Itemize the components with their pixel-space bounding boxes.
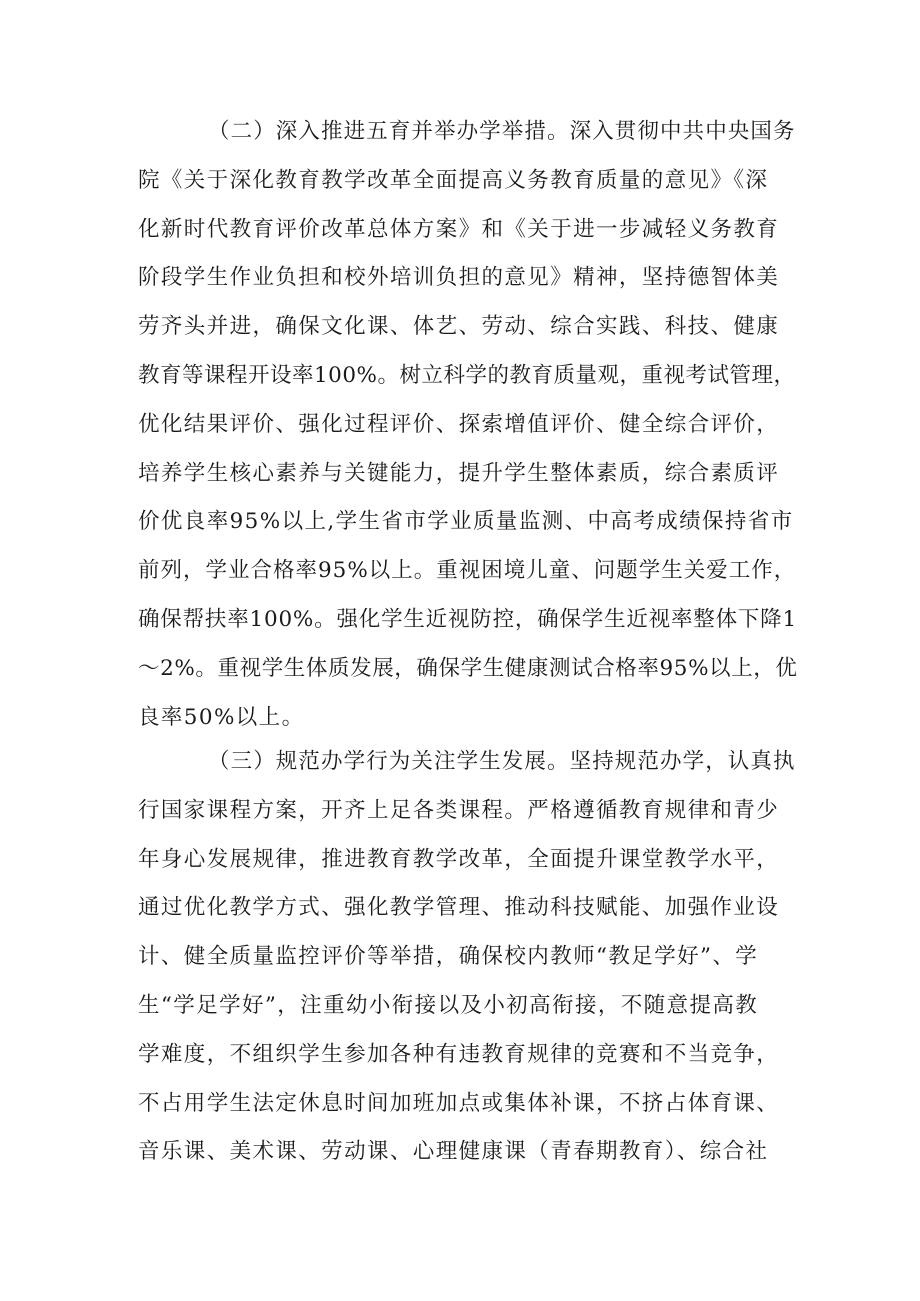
text-line: （二）深入推进五育并举办学举措。深入贯彻中共中央国务 (208, 119, 796, 144)
text-line: 年身心发展规律，推进教育教学改革，全面提升课堂教学水平， (138, 846, 780, 872)
text-line: 化新时代教育评价改革总体方案》和《关于进一步减轻义务教育 (138, 216, 780, 242)
text-line: 生“学足学好”，注重幼小衔接以及小初高衔接，不随意提高教 (138, 992, 759, 1018)
paragraph-section-2 (138, 108, 798, 742)
text-line: ～2%。重视学生体质发展，确保学生健康测试合格率95%以上，优 (138, 655, 798, 681)
text-line: 院《关于深化教育教学改革全面提高义务教育质量的意见》《深 (138, 167, 769, 193)
text-line: 培养学生核心素养与关键能力，提升学生整体素质，综合素质评 (138, 460, 780, 486)
text-line: 通过优化教学方式、强化教学管理、推动科技赋能、加强作业设 (138, 895, 780, 921)
text-line: （三）规范办学行为关注学生发展。坚持规范办学，认真执 (208, 749, 796, 774)
text-line: 行国家课程方案，开齐上足各类课程。严格遵循教育规律和青少 (138, 797, 780, 823)
text-line: 不占用学生法定休息时间加班加点或集体补课，不挤占体育课、 (138, 1090, 780, 1116)
text-line: 良率50%以上。 (138, 704, 305, 730)
text-line: 音乐课、美术课、劳动课、心理健康课（青春期教育）、综合社 (138, 1139, 769, 1165)
text-line: 教育等课程开设率100%。树立科学的教育质量观，重视考试管理， (138, 362, 796, 388)
text-line: 前列，学业合格率95%以上。重视困境儿童、问题学生关爱工作， (138, 558, 797, 584)
text-line: 劳齐头并进，确保文化课、体艺、劳动、综合实践、科技、健康 (138, 314, 780, 340)
text-line: 阶段学生作业负担和校外培训负担的意见》精神，坚持德智体美 (138, 265, 780, 291)
text-line: 价优良率95%以上,学生省市学业质量监测、中高考成绩保持省市 (138, 509, 794, 535)
text-line: 确保帮扶率100%。强化学生近视防控，确保学生近视率整体下降1 (138, 606, 797, 632)
text-line: 优化结果评价、强化过程评价、探索增值评价、健全综合评价， (138, 411, 780, 437)
paragraph-section-3 (138, 738, 798, 1177)
text-line: 学难度，不组织学生参加各种有违教育规律的竞赛和不当竞争， (138, 1041, 780, 1067)
text-line: 计、健全质量监控评价等举措，确保校内教师“教足学好”、学 (138, 944, 759, 970)
